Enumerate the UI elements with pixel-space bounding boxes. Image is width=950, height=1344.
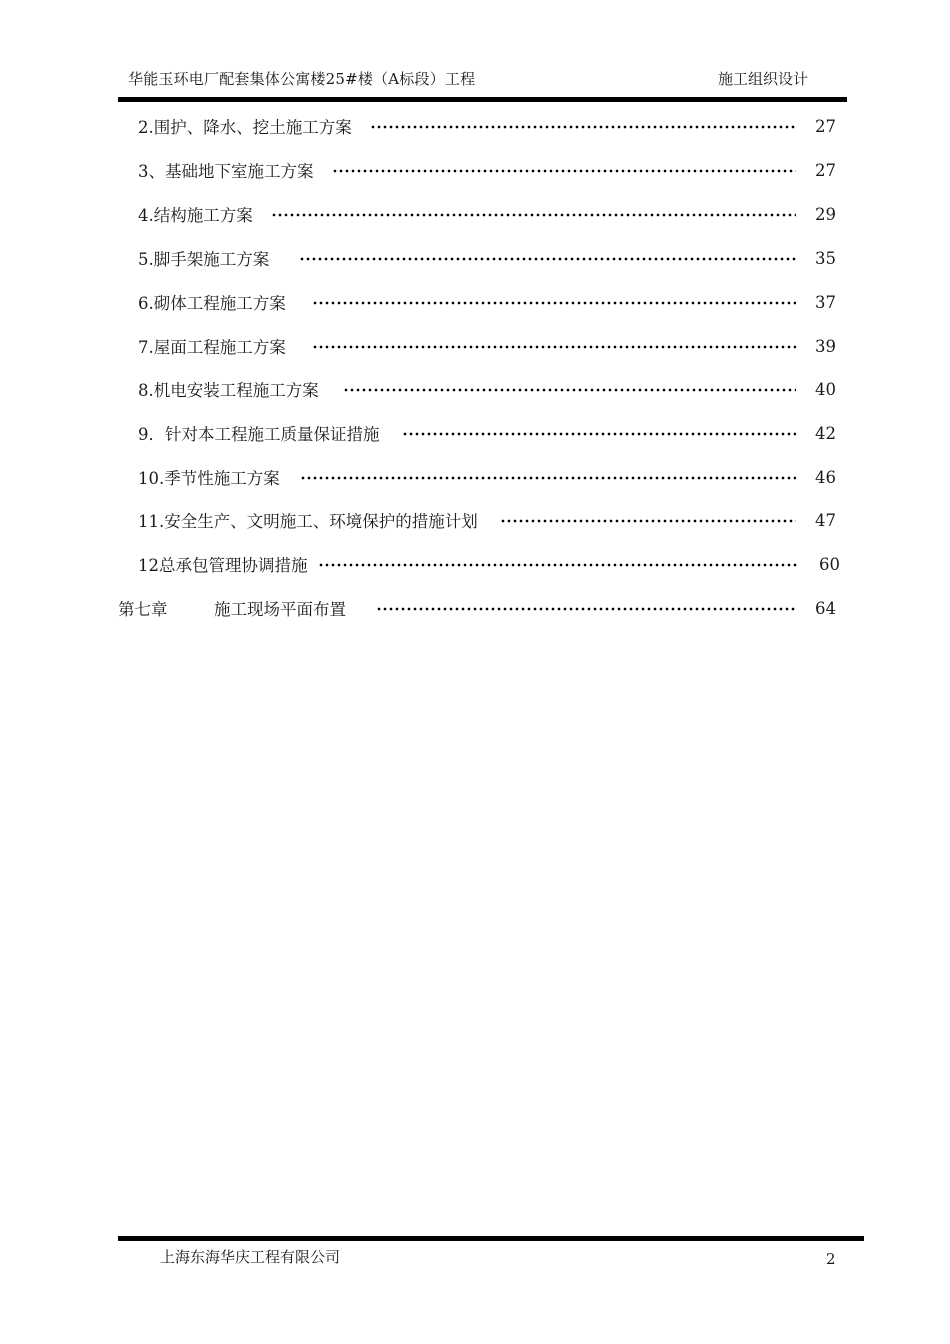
toc-entry-page: 27 [815, 160, 836, 180]
toc-leader-dots [271, 213, 796, 217]
toc-entry-label: 7.屋面工程施工方案 [138, 338, 286, 357]
toc-entry-page: 35 [815, 248, 836, 268]
toc-entry-label: 12总承包管理协调措施 [138, 556, 308, 575]
toc-entry-label: 11.安全生产、文明施工、环境保护的措施计划 [138, 512, 478, 531]
toc-chapter-heading [118, 596, 346, 620]
chapter-title: 施工现场平面布置 [214, 600, 346, 619]
toc-entry[interactable] [138, 508, 836, 532]
toc-entry-label: 6.砌体工程施工方案 [138, 294, 286, 313]
toc-entry[interactable] [138, 552, 840, 576]
footer-rule [118, 1236, 864, 1241]
toc-entry[interactable] [138, 158, 836, 182]
toc-entry-page: 40 [815, 379, 836, 399]
header-document-type: 施工组织设计 [718, 70, 809, 88]
chapter-number: 第七章 [118, 600, 168, 619]
toc-entry-page: 60 [819, 554, 840, 574]
toc-entry-label: 4.结构施工方案 [138, 206, 253, 225]
toc-entry-page: 27 [815, 116, 836, 136]
toc-leader-dots [500, 519, 796, 523]
toc-leader-dots [370, 125, 796, 129]
toc-leader-dots [332, 169, 797, 173]
toc-entry-label: 9．针对本工程施工质量保证措施 [138, 425, 380, 444]
toc-entry-label: 2.围护、降水、挖土施工方案 [138, 118, 352, 137]
toc-leader-dots [343, 388, 796, 392]
toc-entry-page: 39 [815, 336, 836, 356]
toc-leader-dots [318, 563, 799, 567]
toc-entry[interactable] [138, 421, 836, 445]
toc-entry-label: 3、基础地下室施工方案 [138, 162, 314, 181]
footer-page-number: 2 [826, 1250, 836, 1268]
toc-entry[interactable] [138, 290, 836, 314]
toc-leader-dots [376, 607, 796, 611]
toc-entry[interactable] [138, 246, 836, 270]
toc-entry-page: 29 [815, 204, 836, 224]
footer-company-name: 上海东海华庆工程有限公司 [160, 1248, 341, 1266]
toc-entry-page: 47 [815, 510, 836, 530]
toc-leader-dots [312, 301, 796, 305]
toc-entry-page: 42 [815, 423, 836, 443]
toc-chapter-entry[interactable] [118, 596, 836, 620]
header-rule [118, 97, 847, 102]
toc-leader-dots [402, 432, 797, 436]
toc-leader-dots [299, 257, 796, 261]
toc-entry-label: 10.季节性施工方案 [138, 469, 280, 488]
toc-entry[interactable] [138, 377, 836, 401]
toc-entry-page: 37 [815, 292, 836, 312]
toc-entry[interactable] [138, 334, 836, 358]
toc-entry[interactable] [138, 465, 836, 489]
toc-entry-page: 64 [815, 598, 836, 618]
toc-entry[interactable] [138, 114, 836, 138]
toc-leader-dots [300, 476, 796, 480]
toc-entry-label: 5.脚手架施工方案 [138, 250, 270, 269]
toc-entry[interactable] [138, 202, 836, 226]
toc-entry-page: 46 [815, 467, 836, 487]
header-project-title: 华能玉环电厂配套集体公寓楼25#楼（A标段）工程 [128, 70, 476, 88]
toc-leader-dots [312, 345, 796, 349]
toc-entry-label: 8.机电安装工程施工方案 [138, 381, 319, 400]
